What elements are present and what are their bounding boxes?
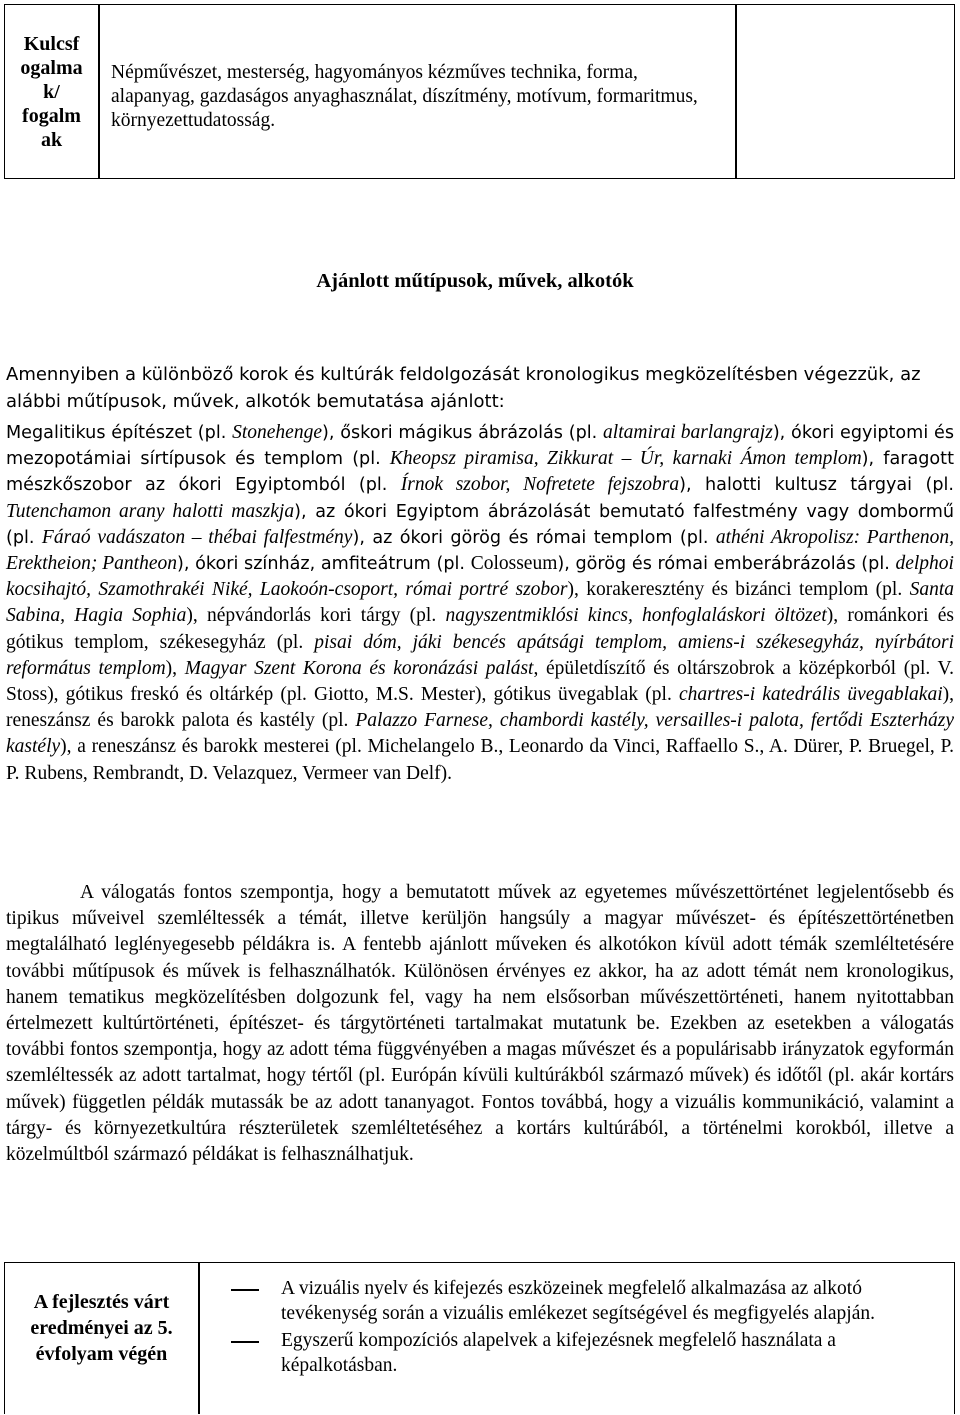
text-run: ), reneszánsz és barokk palota és kastély (pl. — [6, 684, 954, 732]
text-run: ), népvándorlás kori tárgy (pl. — [186, 605, 446, 627]
text-run: ), korakeresztény és bizánci templom (pl. — [567, 579, 910, 601]
label-line: évfolyam végén — [35, 1343, 168, 1365]
work-title: Palazzo Farnese, chambordi kastély, versailles-i palota, fertődi Eszterházy kastély — [6, 710, 955, 758]
selection-criteria-paragraph: A válogatás fontos szempontja, hogy a bemutatott művek az egyetemes művészettörténet legjelentősebb és tipikus műveivel szemléltessék a témát, illetve kerüljön hangsúly a magyar művészet- és építészettörténetben megtalálható leglényegesebb példákra is. A fentebb ajánlott műveken és alkotókon kívül adott témák szemléltetésére további műtípusok és művek is felhasználhatók. Különösen érvényes ez akkor, ha az adott témát nem kronologikus, hanem tematikus megközelítésben dolgozunk fel, vagy ha nem elsősorban művészettörténeti, hanem nyitottabban értelmezett kultúrtörténeti, építészet- és tárgytörténeti tartalmakat mutatunk be. Ezekben az esetekben a válogatás további fontos szempontja, hogy az adott téma függvényében a magas művészet és a populárisabb irányzatok egyformán szemléltessék az adott tartalmat, hogy tértől (pl. Európán kívüli kultúrákból származó művek) és időtől (pl. akár kortárs művek) független példák mutassák be az adott tananyagot. Fontos továbbá, hogy a vizuális kommunikáció, valamint a tárgy- és környezetkultúra részterületek szemléltetéséhez a kortárs kultúrából, a történelmi korokból, illetve a közelmúltból származó példákat is felhasználhatjuk. — [6, 882, 954, 1166]
label-line: eredményei az 5. — [30, 1317, 173, 1339]
list-item: A vizuális nyelv és kifejezés eszközeinek megfelelő alkalmazása az alkotó tevékenység során a vizuális emlékezet segítségével és megfigyelés alapján. — [231, 1277, 931, 1326]
label-line: k/ — [43, 80, 60, 103]
text-run: ), halotti kultusz tárgyai (pl. — [679, 475, 954, 496]
table-divider — [98, 5, 100, 178]
work-title: pisai dóm, jáki bencés apátsági templom, amiens-i székesegyház, nyírbátori református templom — [6, 631, 954, 679]
work-title: chartres-i katedrális üvegablakai — [678, 684, 943, 706]
label-line: Kulcsf — [23, 32, 80, 55]
work-title: Santa Sabina, Hagia Sophia — [6, 579, 955, 627]
text-run: ), az ókori görög és római templom (pl. — [352, 527, 716, 548]
dash-bullet — [231, 1289, 259, 1291]
label-line: ogalma — [20, 56, 83, 79]
work-title: altamirai barlangrajz — [603, 422, 773, 443]
work-title: Tutenchamon arany halotti maszkja — [6, 500, 295, 522]
text-run: ), a reneszánsz és barokk mesterei (pl. Michelangelo B., Leonardo da Vinci, Raffaello S., A. Dürer, P. Bruegel, P. P. Rubens, Rembrandt, D. Velazquez, Vermeer van Delf). — [6, 736, 954, 784]
section-title: Ajánlott műtípusok, művek, alkotók — [316, 270, 634, 292]
expected-results-list — [231, 1277, 931, 1381]
work-title: Írnok szobor, Nofretete fejszobra — [400, 474, 680, 496]
text-run: ), ókori egyiptomi és mezopotámiai sírtípusok és templom (pl. — [6, 423, 954, 470]
work-title: Magyar Szent Korona és koronázási palást — [184, 657, 534, 679]
label-line: A fejlesztés várt — [33, 1291, 170, 1313]
text-run: Megalitikus építészet (pl. — [6, 423, 233, 443]
text-run: ), faragott mészkőszobor az ókori Egyiptomból (pl. — [6, 449, 954, 496]
text-run: ), az ókori Egyiptom ábrázolását bemutató falfestmény vagy dombormű (pl. — [6, 501, 954, 548]
work-title: delphoi kocsihajtó, Szamothrakéi Niké, Laokoón-csoport, római portré szobor — [6, 553, 954, 601]
work-title: nagyszentmiklósi kincs, honfoglaláskori öltözet — [445, 605, 827, 627]
work-title: athéni Akropolisz: Parthenon, Erektheion; Pantheon — [6, 526, 954, 575]
table-divider — [735, 5, 737, 178]
text-run: ), — [165, 657, 185, 679]
list-item: Egyszerű kompozíciós alapelvek a kifejezésnek megfelelő használata a képalkotásban. — [231, 1329, 931, 1378]
label-line: fogalm — [22, 104, 81, 127]
dash-bullet — [231, 1341, 259, 1343]
work-title: Stonehenge — [232, 422, 322, 443]
text-run: , épületdíszítő és oltárszobrok a középkorból (pl. V. Stoss), gótikus freskó és oltárkép (pl. Giotto, M.S. Mester), gótikus üvegablak (pl. — [6, 657, 954, 706]
text-run: Colosseum — [470, 553, 558, 575]
key-concepts-label — [5, 5, 98, 178]
text-run: ), görög és római emberábrázolás (pl. — [557, 554, 896, 575]
work-title: Kheopsz piramisa, Zikkurat – Úr, karnaki Ámon templom — [389, 448, 862, 470]
key-concepts-text: Népművészet, mesterség, hagyományos kézműves technika, forma, alapanyag, gazdaságos anyaghasználat, díszítmény, motívum, formaritmus, környezettudatosság. — [111, 62, 698, 131]
expected-results-table — [4, 1262, 955, 1414]
label-line: ak — [40, 128, 63, 151]
section-intro: Amennyiben a különböző korok és kultúrák feldolgozását kronologikus megközelítésben végezzük, az alábbi műtípusok, művek, alkotók bemutatása ajánlott: — [6, 364, 921, 412]
text-run: ), őskori mágikus ábrázolás (pl. — [321, 423, 604, 443]
work-title: Fáraó vadászaton – thébai falfestmény — [41, 526, 353, 548]
text-run: ), románkori és gótikus templom, székesegyház (pl. — [6, 605, 955, 653]
expected-results-label — [5, 1289, 198, 1367]
table-divider — [198, 1263, 200, 1414]
recommended-works-paragraph — [6, 420, 954, 787]
key-concepts-table — [4, 4, 955, 179]
text-run: ), ókori színház, amfiteátrum (pl. — [177, 554, 471, 575]
